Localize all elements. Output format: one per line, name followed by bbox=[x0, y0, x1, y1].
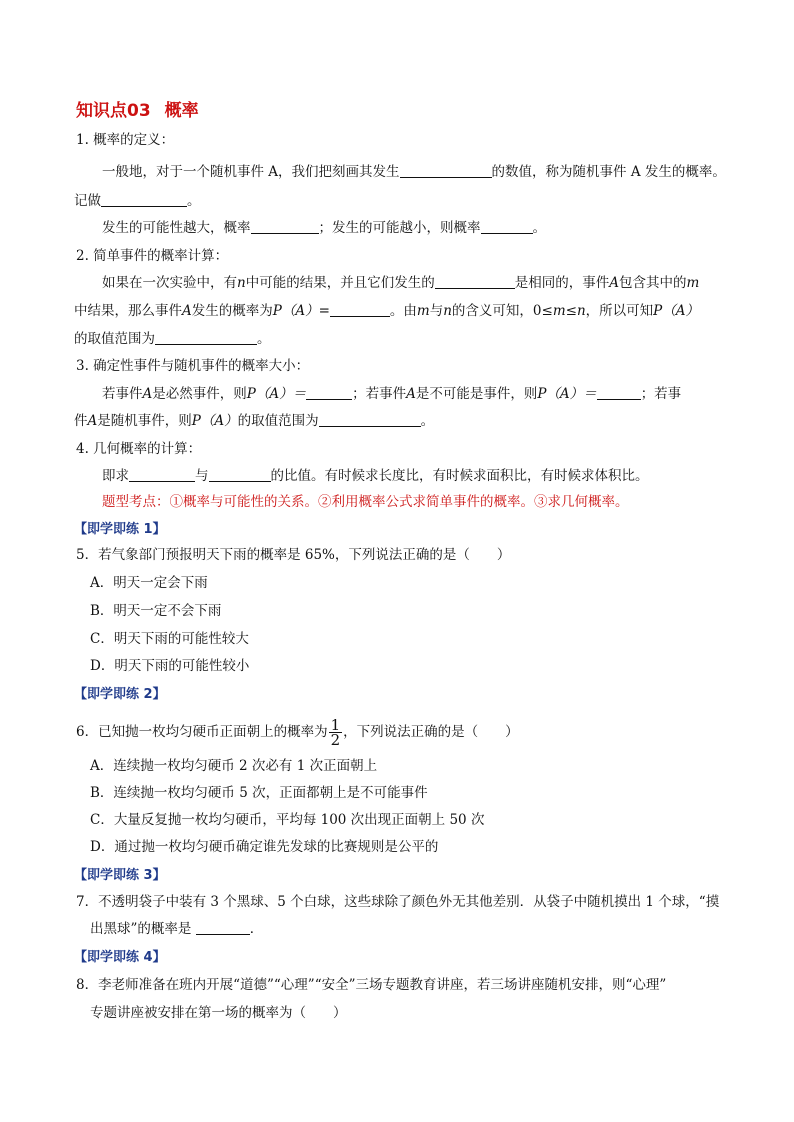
answer-blank[interactable] bbox=[306, 385, 352, 400]
practice-label-1: 【即学即练 1】 bbox=[74, 522, 166, 537]
s1-heading: 1. 概率的定义： bbox=[76, 132, 175, 148]
practice-label-3: 【即学即练 3】 bbox=[74, 868, 166, 883]
practice-label-4: 【即学即练 4】 bbox=[74, 950, 166, 965]
q5-option-b: B．明天一定不会下雨 bbox=[90, 603, 222, 619]
answer-blank[interactable] bbox=[330, 302, 390, 317]
answer-blank[interactable] bbox=[435, 274, 515, 289]
q6-option-d: D．通过抛一枚均匀硬币确定谁先发球的比赛规则是公平的 bbox=[90, 839, 439, 855]
s1-line1: 一般地，对于一个随机事件 A，我们把刻画其发生 的数值，称为随机事件 A 发生的概率。 bbox=[102, 164, 726, 180]
s1-line3: 发生的可能性越大，概率 ；发生的可能越小，则概率 。 bbox=[102, 220, 546, 236]
s3-line2: 件A是随机事件，则P（A）的取值范围为 。 bbox=[74, 413, 435, 429]
answer-blank[interactable] bbox=[209, 467, 271, 482]
q5-stem: 5．若气象部门预报明天下雨的概率是 65%，下列说法正确的是（ ） bbox=[76, 547, 511, 563]
q7-line2: 出黑球”的概率是 ． bbox=[90, 921, 264, 937]
answer-blank[interactable] bbox=[400, 163, 492, 178]
answer-blank[interactable] bbox=[251, 219, 319, 234]
answer-blank[interactable] bbox=[129, 467, 195, 482]
s2-line2: 中结果，那么事件A发生的概率为P（A）= 。由m与n的含义可知，0≤m≤n，所以可知P（A） bbox=[74, 303, 699, 319]
q8-line2: 专题讲座被安排在第一场的概率为（ ） bbox=[90, 1005, 347, 1021]
section-name: 概率 bbox=[164, 101, 199, 121]
practice-label-2: 【即学即练 2】 bbox=[74, 687, 166, 702]
s1-line2: 记做 。 bbox=[74, 193, 201, 209]
q6-stem: 6．已知抛一枚均匀硬币正面朝上的概率为 $\frac{1}{2}$ ，下列说法正确的是（ ） bbox=[76, 716, 519, 749]
q6-option-c: C．大量反复抛一枚均匀硬币，平均每 100 次出现正面朝上 50 次 bbox=[90, 812, 485, 828]
answer-blank[interactable] bbox=[319, 412, 421, 427]
answer-blank[interactable] bbox=[155, 330, 257, 345]
q6-option-b: B．连续抛一枚均匀硬币 5 次，正面都朝上是不可能事件 bbox=[90, 785, 428, 801]
q6-option-a: A．连续抛一枚均匀硬币 2 次必有 1 次正面朝上 bbox=[90, 758, 378, 774]
s2-line3: 的取值范围为 。 bbox=[74, 331, 271, 347]
q5-option-d: D．明天下雨的可能性较小 bbox=[90, 658, 250, 674]
fraction-one-half: $\frac{1}{2}$ bbox=[330, 716, 341, 749]
s4-line1: 即求 与 的比值。有时候求长度比，有时候求面积比，有时候求体积比。 bbox=[102, 468, 649, 484]
q7-line1: 7．不透明袋子中装有 3 个黑球、5 个白球，这些球除了颜色外无其他差别．从袋子中随机摸出 1 个球，“摸 bbox=[76, 894, 720, 910]
q8-line1: 8．李老师准备在班内开展“道德”“心理”“安全”三场专题教育讲座，若三场讲座随机安排，则“心理” bbox=[76, 977, 667, 993]
s2-line1: 如果在一次实验中，有n中可能的结果，并且它们发生的 是相同的，事件A包含其中的m bbox=[102, 275, 700, 291]
answer-blank[interactable] bbox=[101, 192, 187, 207]
topic-note: 题型考点：①概率与可能性的关系。②利用概率公式求简单事件的概率。③求几何概率。 bbox=[102, 494, 629, 510]
section-title bbox=[76, 96, 199, 121]
answer-blank[interactable] bbox=[597, 385, 641, 400]
s2-heading: 2. 简单事件的概率计算： bbox=[76, 248, 229, 264]
q5-option-c: C．明天下雨的可能性较大 bbox=[90, 631, 249, 647]
answer-blank[interactable] bbox=[481, 219, 533, 234]
s3-line1: 若事件A是必然事件，则P（A）＝ ；若事件A是不可能是事件，则P（A）＝ ；若事 bbox=[102, 386, 682, 402]
q5-option-a: A．明天一定会下雨 bbox=[90, 575, 208, 591]
s4-heading: 4. 几何概率的计算： bbox=[76, 441, 202, 457]
answer-blank[interactable] bbox=[196, 920, 250, 935]
section-code: 知识点03 bbox=[76, 101, 151, 121]
s3-heading: 3. 确定性事件与随机事件的概率大小： bbox=[76, 358, 310, 374]
